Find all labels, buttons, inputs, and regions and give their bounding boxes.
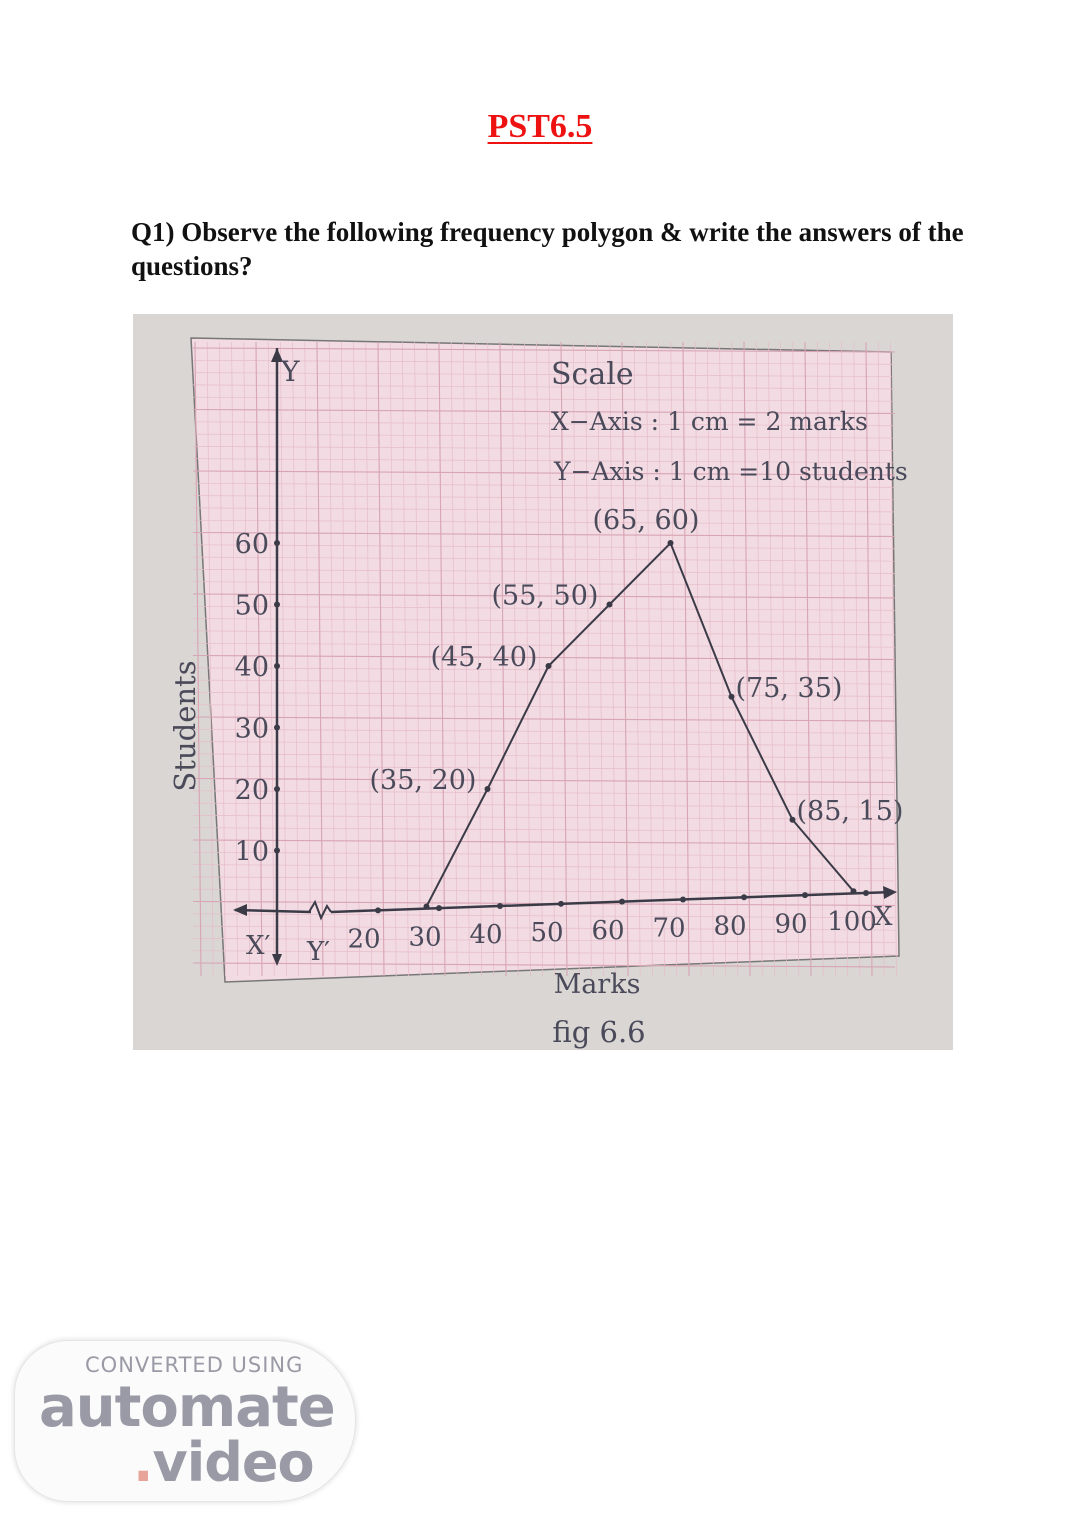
watermark-badge <box>14 1340 356 1502</box>
y-tick-dot <box>274 602 280 608</box>
x-axis-letter: X <box>874 902 893 932</box>
page-title: PST6.5 <box>487 108 593 145</box>
point-label: (35, 20) <box>369 765 477 796</box>
polygon-point <box>729 694 735 700</box>
y-tick-label: 30 <box>234 713 269 745</box>
x-tick-dot <box>497 903 503 909</box>
y-tick-dot <box>274 786 280 792</box>
figure-photo <box>133 314 953 1050</box>
x-scale-text: X−Axis : 1 cm = 2 marks <box>551 407 868 436</box>
x-tick-label: 40 <box>469 920 503 951</box>
x-tick-dot <box>802 892 808 898</box>
point-label: (85, 15) <box>796 795 904 827</box>
x-axis-title: Marks <box>553 969 641 1000</box>
polygon-point <box>546 663 552 669</box>
y-tick-label: 10 <box>234 836 269 868</box>
x-tick-dot <box>619 899 625 905</box>
y-tick-label: 40 <box>234 652 269 683</box>
y-tick-dot <box>274 540 280 546</box>
point-label: (45, 40) <box>430 642 538 673</box>
point-label: (65, 60) <box>592 505 700 536</box>
x-tick-dot <box>863 890 869 896</box>
point-label: (55, 50) <box>491 580 599 612</box>
y-tick-dot <box>274 725 280 731</box>
polygon-point <box>851 888 857 894</box>
x-tick-label: 20 <box>347 924 381 955</box>
polygon-point <box>607 602 613 608</box>
figure-caption: fig 6.6 <box>552 1015 646 1049</box>
x-tick-label: 100 <box>827 907 877 938</box>
question-text: Q1) Observe the following frequency polygon & write the answers of the questions? <box>131 217 964 281</box>
x-tick-dot <box>558 901 564 907</box>
watermark-video: video <box>152 1431 314 1494</box>
x-prime-letter: X′ <box>246 931 271 961</box>
x-tick-label: 80 <box>713 911 747 942</box>
polygon-point <box>668 540 674 546</box>
y-axis-letter: Y <box>281 355 300 388</box>
y-tick-dot <box>274 663 280 669</box>
watermark-line1: CONVERTED USING <box>85 1353 304 1377</box>
frequency-polygon-chart <box>133 314 953 1050</box>
polygon-point <box>424 903 430 909</box>
y-scale-text: Y−Axis : 1 cm =10 students <box>554 457 908 486</box>
y-prime-letter: Y′ <box>307 937 331 967</box>
polygon-point <box>790 817 796 823</box>
watermark-line3 <box>133 1431 314 1494</box>
x-tick-dot <box>741 894 747 900</box>
x-tick-label: 50 <box>530 918 564 949</box>
y-tick-dot <box>274 848 280 854</box>
y-tick-label: 50 <box>234 590 269 622</box>
y-axis-title: Students <box>168 660 202 792</box>
x-tick-dot <box>436 905 442 911</box>
scale-title: Scale <box>551 357 634 392</box>
x-tick-label: 70 <box>652 913 686 944</box>
point-label: (75, 35) <box>735 672 843 704</box>
x-tick-dot <box>680 896 686 902</box>
watermark-line2: automate <box>39 1375 335 1440</box>
x-tick-label: 90 <box>774 909 808 940</box>
x-tick-dot <box>375 907 381 913</box>
polygon-point <box>485 786 491 792</box>
y-tick-label: 20 <box>234 775 269 806</box>
watermark-dot: . <box>133 1431 153 1494</box>
x-tick-label: 30 <box>408 922 442 953</box>
y-tick-label: 60 <box>234 529 269 560</box>
x-tick-label: 60 <box>591 915 625 946</box>
